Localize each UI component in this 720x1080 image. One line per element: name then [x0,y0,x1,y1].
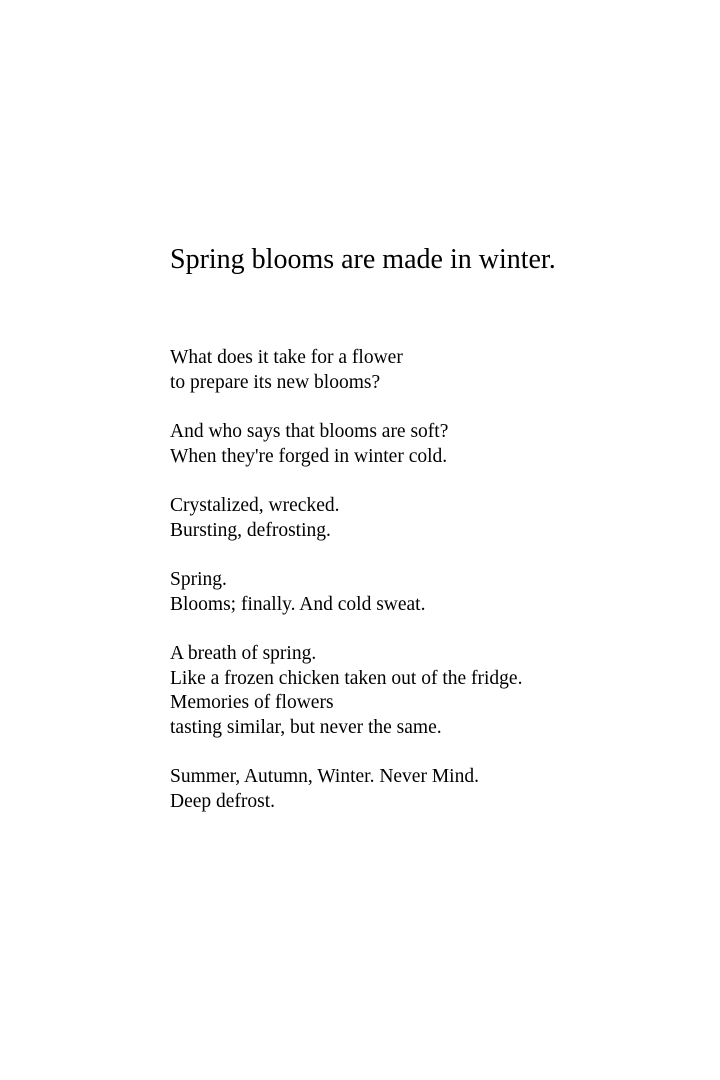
poem-line: And who says that blooms are soft? [170,421,449,442]
stanza-6 [170,765,690,814]
stanza-4 [170,568,690,617]
poem-line: Memories of flowers [170,692,334,713]
poem-line: Blooms; finally. And cold sweat. [170,593,426,615]
poem-title: Spring blooms are made in winter. [170,244,556,275]
poem-line: What does it take for a flower [170,347,403,368]
poem-body [170,346,690,839]
poem-line: A breath of spring. [170,643,317,664]
poem-line: to prepare its new blooms? [170,371,381,393]
stanza-3 [170,494,690,543]
poem-line: Like a frozen chicken taken out of the fridge. [170,667,523,689]
poem-line: Deep defrost. [170,790,276,812]
stanza-2 [170,420,690,469]
stanza-1 [170,346,690,395]
poem-line: tasting similar, but never the same. [170,716,442,738]
poem-line: Bursting, defrosting. [170,519,331,541]
poem-line: Summer, Autumn, Winter. Never Mind. [170,766,479,787]
stanza-5 [170,642,690,740]
poem-line: Crystalized, wrecked. [170,495,340,516]
poem-line: When they're forged in winter cold. [170,445,448,467]
poem-line: Spring. [170,569,227,590]
